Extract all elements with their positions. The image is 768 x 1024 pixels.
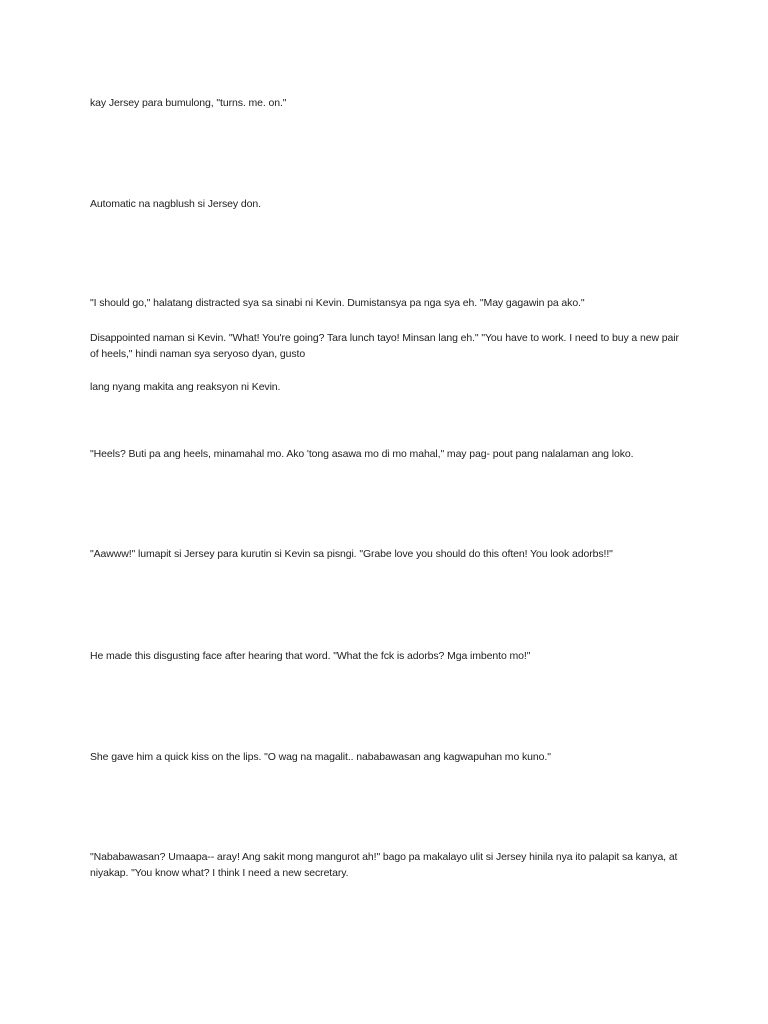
paragraph-1: kay Jersey para bumulong, "turns. me. on." [90, 97, 287, 109]
paragraph-3: "I should go," halatang distracted sya sa sinabi ni Kevin. Dumistansya pa nga sya eh. "May gagawin pa ako." [90, 297, 585, 309]
paragraph-6: "Heels? Buti pa ang heels, minamahal mo. Ako 'tong asawa mo di mo mahal," may pag- pout pang nalalaman ang loko. [90, 448, 634, 460]
paragraph-5: lang nyang makita ang reaksyon ni Kevin. [90, 381, 281, 393]
paragraph-8: He made this disgusting face after hearing that word. "What the fck is adorbs? Mga imbento mo!" [90, 650, 531, 662]
paragraph-2: Automatic na nagblush si Jersey don. [90, 198, 261, 210]
paragraph-4: Disappointed naman si Kevin. "What! You're going? Tara lunch tayo! Minsan lang eh." "You have to work. I need to buy a new pair of heels," hindi naman sya seryoso dyan, gusto [90, 332, 679, 360]
paragraph-10: "Nababawasan? Umaapa-- aray! Ang sakit mong mangurot ah!" bago pa makalayo ulit si Jersey hinila nya ito palapit sa kanya, at niyakap. "You know what? I think I need a new secretary. [90, 851, 678, 879]
paragraph-9: She gave him a quick kiss on the lips. "O wag na magalit.. nababawasan ang kagwapuhan mo kuno." [90, 751, 551, 763]
paragraph-7: "Aawww!" lumapit si Jersey para kurutin si Kevin sa pisngi. "Grabe love you should do this often! You look adorbs!!" [90, 548, 613, 560]
